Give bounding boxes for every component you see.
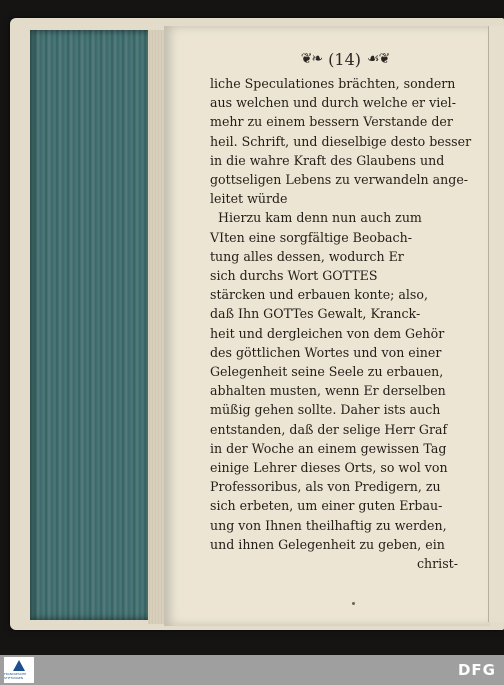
text-line: entstanden, daß der selige Herr Graf [210, 421, 448, 437]
text-line: stärcken und erbauen konte; also, [210, 287, 428, 303]
logo-text: FRANCKESCHE STIFTUNGEN [4, 672, 27, 680]
text-line: und ihnen Gelegenheit zu geben, ein [210, 536, 445, 552]
text-line: heil. Schrift, und dieselbige desto besser [210, 133, 472, 149]
viewer-footer [0, 655, 504, 685]
page-edges [30, 30, 156, 620]
page-header [290, 48, 400, 70]
text-line: Professoribus, als von Predigern, zu [210, 479, 441, 495]
text-line: sich erbeten, um einer guten Erbau- [210, 498, 443, 514]
text-line: VIten eine sorgfältige Beobach- [210, 229, 412, 245]
ornament-right-icon: ☙❦ [367, 51, 390, 67]
text-line: daß Ihn GOTTes Gewalt, Kranck- [210, 306, 421, 322]
text-line: sich durchs Wort GOTTES [210, 268, 378, 284]
text-line: Hierzu kam denn nun auch zum [218, 210, 422, 226]
logo-mark-icon [13, 660, 25, 671]
text-line: Gelegenheit seine Seele zu erbauen, [210, 364, 444, 380]
text-line: gottseligen Lebens zu verwandeln ange- [210, 172, 469, 188]
page-text [210, 74, 472, 573]
text-line: des göttlichen Wortes und von einer [210, 344, 442, 360]
text-line: in der Woche an einem gewissen Tag [210, 440, 447, 456]
paper-speck [352, 602, 355, 605]
text-line: abhalten musten, wenn Er derselben [210, 383, 446, 399]
catchword: christ- [417, 556, 458, 572]
page-number: (14) [328, 49, 362, 69]
text-line: müßig gehen sollte. Daher ists auch [210, 402, 441, 418]
text-line: leitet würde [210, 191, 288, 207]
text-line: mehr zu einem bessern Verstande der [210, 114, 453, 130]
institution-logo[interactable] [4, 657, 34, 683]
text-line: tung alles dessen, wodurch Er [210, 248, 404, 264]
text-line: ung von Ihnen theilhaftig zu werden, [210, 517, 447, 533]
text-line: liche Speculationes brächten, sondern [210, 76, 456, 91]
text-line: heit und dergleichen von dem Gehör [210, 325, 445, 341]
text-line: einige Lehrer dieses Orts, so wol von [210, 460, 448, 476]
right-page-edge [488, 26, 504, 622]
text-line: aus welchen und durch welche er viel- [210, 95, 456, 111]
dfg-logo[interactable]: DFG [457, 661, 496, 679]
ornament-left-icon: ❦❧ [300, 51, 323, 67]
text-line: in die wahre Kraft des Glaubens und [210, 152, 445, 168]
